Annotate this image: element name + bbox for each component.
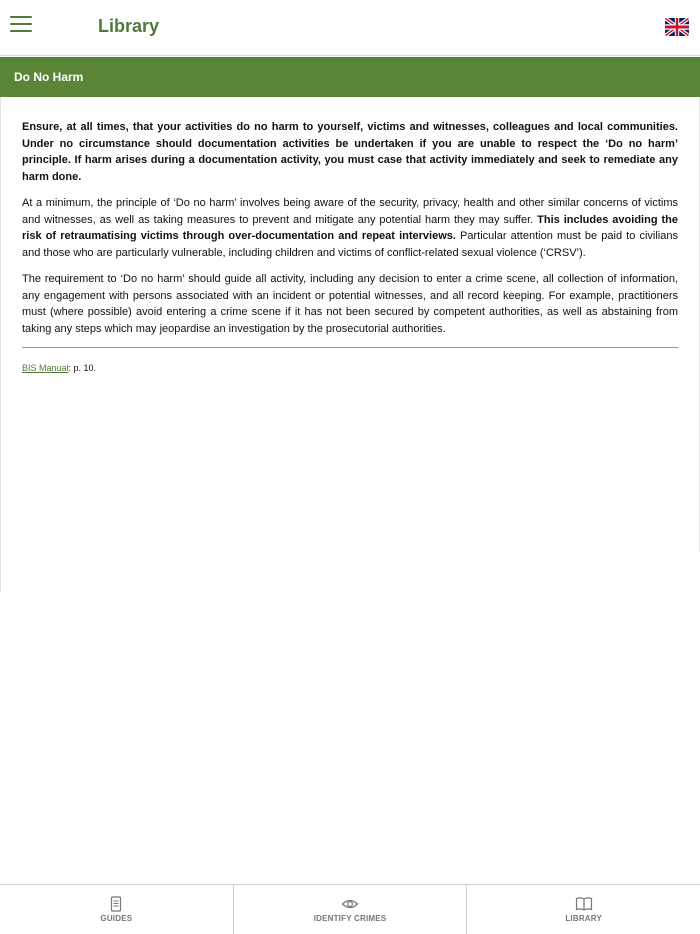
hamburger-menu-icon[interactable] bbox=[10, 16, 32, 36]
tab-identify-crimes[interactable] bbox=[233, 885, 467, 934]
source-page: : p. 10. bbox=[68, 363, 97, 373]
intro-bold-text: Ensure, at all times, that your activities do no harm to yourself, victims and witnesses, colleagues and local communities. Under no circumstance should documentation activities be undertaken if you are unable to respect the ‘Do no harm’ principle. If harm arises during a documentation activity, you must case that activity immediately and seek to remediate any harm done. bbox=[22, 121, 678, 183]
document-icon bbox=[107, 896, 125, 912]
tab-library-label: LIBRARY bbox=[565, 914, 603, 923]
principle-bold-text: This includes avoiding the risk of retraumatising victims through over-documentation and repeat interviews. bbox=[22, 213, 678, 242]
tab-guides-label: GUIDES bbox=[100, 914, 133, 923]
source-reference bbox=[22, 362, 678, 374]
tab-library[interactable] bbox=[466, 885, 700, 934]
principle-text-b: Particular attention must be paid to civilians and those who are particularly vulnerable, including children and victims of conflict-related sexual violence (‘CRSV’). bbox=[22, 230, 678, 259]
content-divider bbox=[22, 347, 678, 348]
principle-text-a: At a minimum, the principle of ‘Do no harm’ involves being aware of the security, privacy, health and other similar concerns of victims and witnesses, as well as taking measures to prevent and mitigate any potential harm they may suffer. bbox=[22, 197, 678, 226]
uk-flag-icon[interactable] bbox=[665, 18, 689, 36]
section-title: Do No Harm bbox=[14, 70, 84, 84]
paragraph-intro bbox=[22, 119, 678, 185]
left-edge-divider bbox=[0, 97, 1, 592]
section-header bbox=[0, 57, 700, 97]
paragraph-requirement bbox=[22, 271, 678, 337]
requirement-text: The requirement to ‘Do no harm’ should guide all activity, including any decision to enter a crime scene, all collection of information, any engagement with persons associated with an incident or potential witnesses, and all record keeping. For example, practitioners must (where possible) avoid entering a crime scene if it has not been secured by competent authorities, as well as abstaining from taking any steps which may jeopardise an investigation by the prosecutorial authorities. bbox=[22, 273, 678, 335]
paragraph-principle bbox=[22, 195, 678, 261]
tab-guides[interactable] bbox=[0, 885, 233, 934]
bis-manual-link[interactable]: BIS Manual bbox=[22, 363, 69, 373]
page-title: Library bbox=[98, 16, 160, 36]
eye-icon bbox=[341, 896, 359, 912]
book-icon bbox=[575, 896, 593, 912]
tab-identify-crimes-label: IDENTIFY CRIMES bbox=[313, 914, 387, 923]
top-app-bar bbox=[0, 0, 700, 56]
bottom-tab-bar bbox=[0, 884, 700, 934]
article-content bbox=[22, 119, 678, 374]
